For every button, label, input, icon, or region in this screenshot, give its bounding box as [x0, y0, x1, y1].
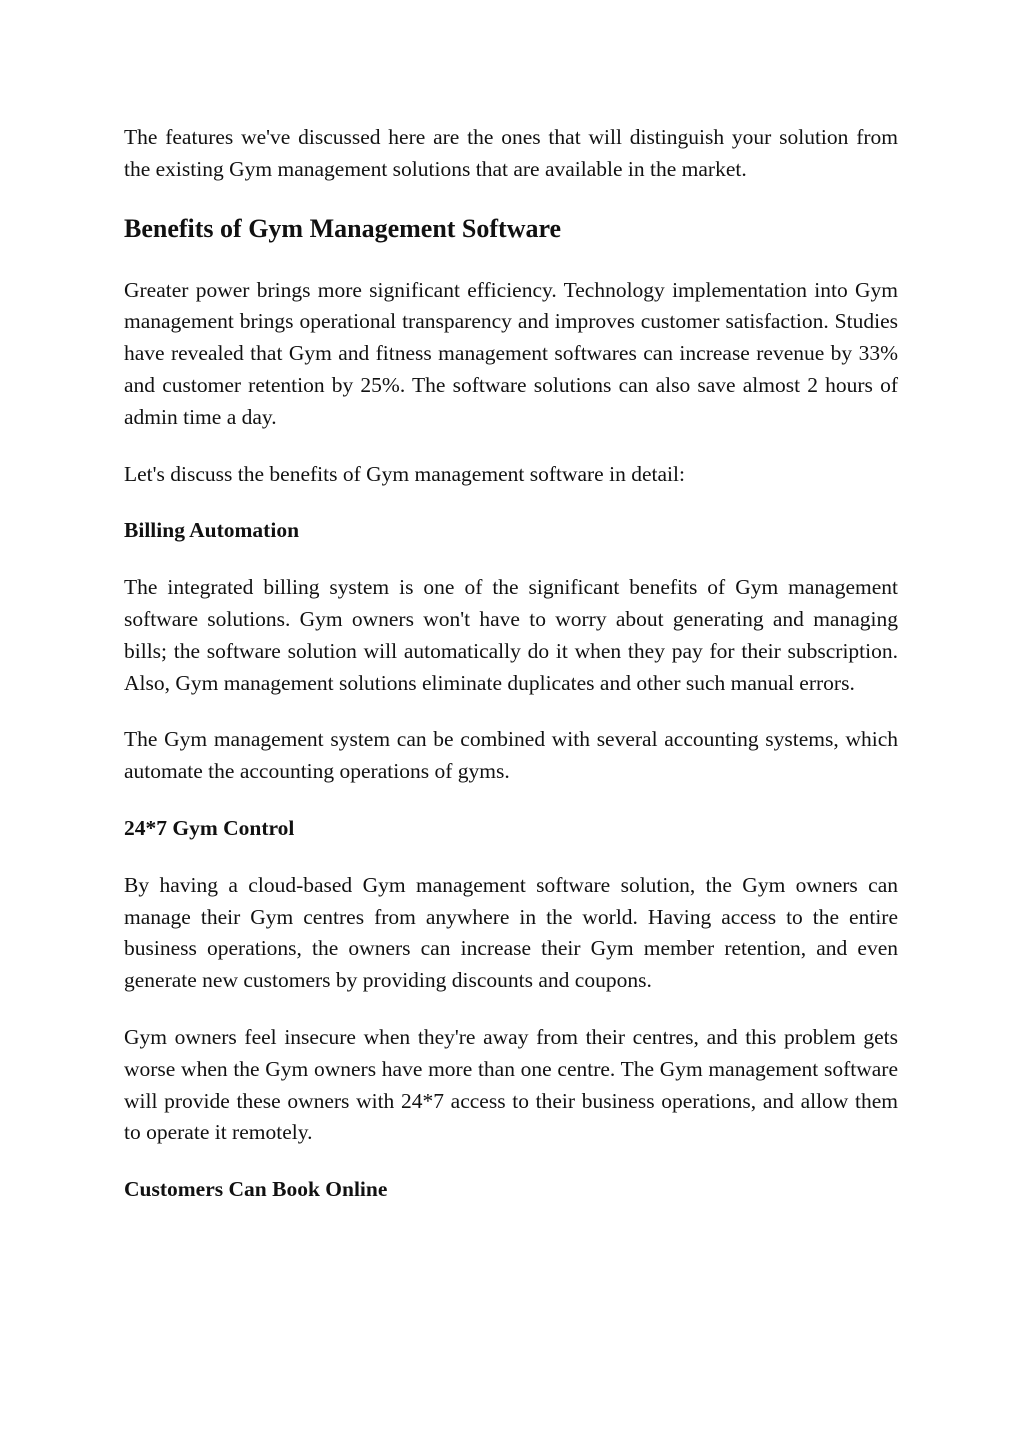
- subheading-gym-control: 24*7 Gym Control: [124, 815, 295, 840]
- control-paragraph-2: Gym owners feel insecure when they're away from their centres, and this problem gets worse when the Gym owners have more than one centre. The Gym management software will provide these owners with 24*7 access to their business operations, and allow them to operate it remotely.: [124, 1024, 898, 1145]
- control-paragraph-1: By having a cloud-based Gym management software solution, the Gym owners can manage their Gym centres from anywhere in the world. Having access to the entire business operations, the owners can increase their Gym member retention, and even generate new customers by providing discounts and coupons.: [124, 872, 898, 993]
- document-page: [124, 122, 898, 1231]
- benefits-intro-paragraph: Let's discuss the benefits of Gym management software in detail:: [124, 461, 685, 486]
- benefits-paragraph: Greater power brings more significant efficiency. Technology implementation into Gym management brings operational transparency and improves customer satisfaction. Studies have revealed that Gym and fitness management softwares can increase revenue by 33% and customer retention by 25%. The software solutions can also save almost 2 hours of admin time a day.: [124, 277, 898, 429]
- subheading-book-online: Customers Can Book Online: [124, 1177, 388, 1202]
- intro-paragraph: The features we've discussed here are the ones that will distinguish your solution from the existing Gym management solutions that are available in the market.: [124, 125, 898, 181]
- subheading-billing-automation: Billing Automation: [124, 518, 300, 543]
- billing-paragraph-2: The Gym management system can be combined with several accounting systems, which automate the accounting operations of gyms.: [124, 727, 898, 784]
- section-heading-benefits: Benefits of Gym Management Software: [124, 213, 562, 243]
- billing-paragraph-1: The integrated billing system is one of the significant benefits of Gym management software solutions. Gym owners won't have to worry about generating and managing bills; the software solution will automatically do it when they pay for their subscription. Also, Gym management solutions eliminate duplicates and other such manual errors.: [124, 575, 898, 695]
